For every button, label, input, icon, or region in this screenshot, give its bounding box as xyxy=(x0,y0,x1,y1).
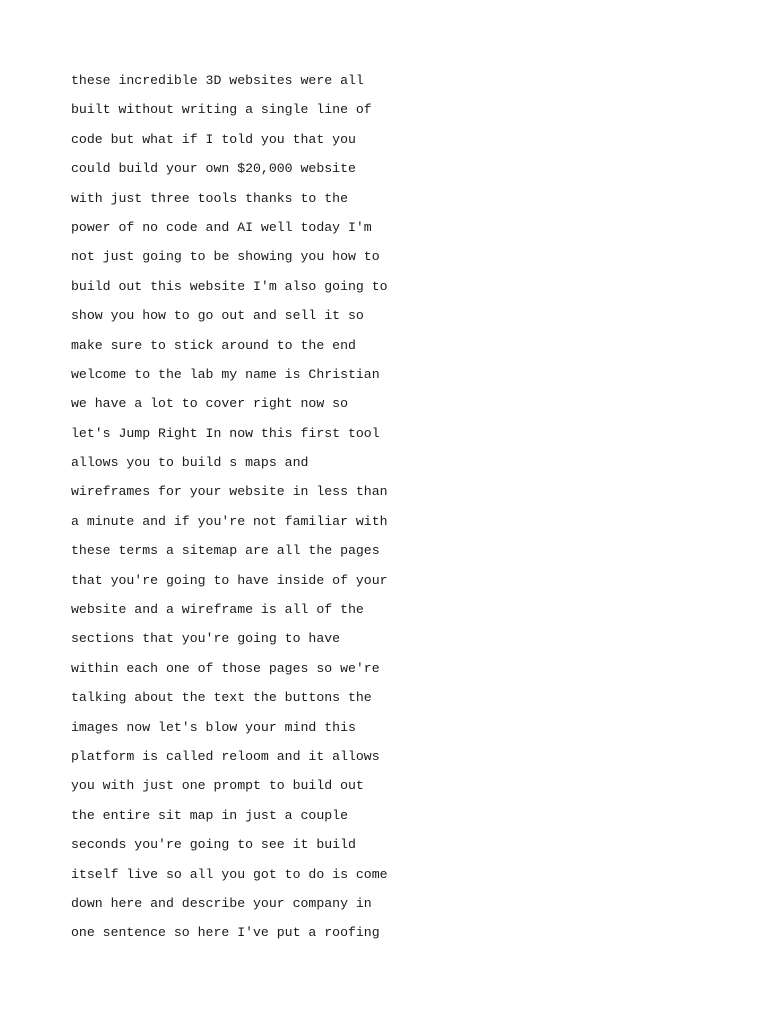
text-line: you with just one prompt to build out xyxy=(71,778,364,794)
text-line: welcome to the lab my name is Christian xyxy=(71,366,380,382)
text-line: images now let's blow your mind this xyxy=(71,719,356,735)
text-line: within each one of those pages so we're xyxy=(71,660,380,676)
text-line: sections that you're going to have xyxy=(71,631,341,647)
text-line: with just three tools thanks to the xyxy=(71,190,348,206)
text-line: not just going to be showing you how to xyxy=(71,249,380,265)
text-line: seconds you're going to see it build xyxy=(71,837,356,853)
text-line: a minute and if you're not familiar with xyxy=(71,513,388,529)
text-line: build out this website I'm also going to xyxy=(71,278,388,294)
text-line: these incredible 3D websites were all xyxy=(71,73,364,88)
text-line: we have a lot to cover right now so xyxy=(71,396,348,412)
text-line: allows you to build s maps and xyxy=(71,455,309,471)
text-line: itself live so all you got to do is come xyxy=(71,866,388,882)
text-line: these terms a sitemap are all the pages xyxy=(71,543,380,559)
text-line: power of no code and AI well today I'm xyxy=(71,219,372,235)
text-line: could build your own $20,000 website xyxy=(71,161,356,177)
text-line: let's Jump Right In now this first tool xyxy=(71,425,380,441)
text-line: down here and describe your company in xyxy=(71,895,372,911)
text-line: website and a wireframe is all of the xyxy=(71,602,364,618)
text-line: that you're going to have inside of your xyxy=(71,572,388,588)
text-line: wireframes for your website in less than xyxy=(71,484,388,500)
text-line: built without writing a single line of xyxy=(71,102,372,118)
text-line: talking about the text the buttons the xyxy=(71,690,372,706)
transcript-page xyxy=(71,66,711,948)
text-line: platform is called reloom and it allows xyxy=(71,748,380,764)
text-line: one sentence so here I've put a roofing xyxy=(71,925,380,941)
text-line: make sure to stick around to the end xyxy=(71,337,356,353)
text-line: code but what if I told you that you xyxy=(71,131,356,147)
text-line: show you how to go out and sell it so xyxy=(71,308,364,324)
text-line: the entire sit map in just a couple xyxy=(71,807,348,823)
